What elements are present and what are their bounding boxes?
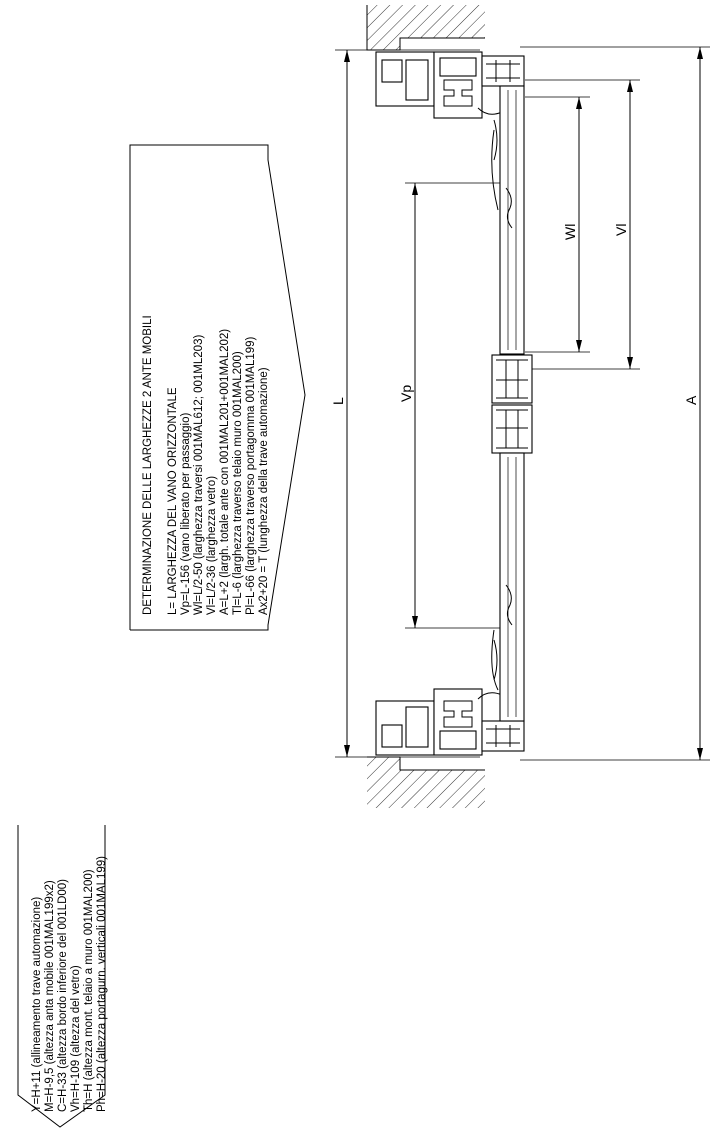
- dimension-Vl: [525, 80, 640, 369]
- width-formula-line: L= LARGHEZZA DEL VANO ORIZZONTALE: [167, 387, 179, 615]
- dimension-label-A: A: [683, 395, 699, 405]
- dimension-label-Vl: Vl: [613, 223, 629, 236]
- height-formula-line: C=H-33 (altezza bordo inferiore del 001LD00): [57, 878, 69, 1112]
- width-formula-line: Ax2+20 = T (lunghezza della trave automazione): [258, 367, 270, 615]
- sliding-leaf-bottom: [492, 453, 524, 721]
- sliding-leaf-top: [492, 86, 524, 354]
- wall-bottom: [367, 757, 485, 808]
- dimension-A: [520, 47, 710, 760]
- width-box-title: DETERMINAZIONE DELLE LARGHEZZE 2 ANTE MOBILI: [142, 315, 154, 615]
- dimension-L: [330, 50, 480, 757]
- height-formula-line: Vh=H-109 (altezza del vetro): [70, 965, 82, 1112]
- width-formula-line: Vl=L/2-36 (larghezza vetro): [206, 475, 218, 615]
- height-formula-line: Th=H (altezza mont. telaio a muro 001MAL200): [83, 869, 95, 1112]
- height-formula-line: M=H-9,5 (altezza anta mobile 001MAL199x2): [44, 880, 56, 1112]
- height-formula-line: Ph=H-20 (altezza portagurn. verticali 001MAL199): [96, 855, 108, 1112]
- height-formula-line: Y=H+11 (allineamento trave automazione): [31, 896, 43, 1112]
- dimension-Wl: [525, 97, 590, 352]
- width-formula-line: Wl=L/2-50 (larghezza traversi 001MAL612; 001ML203): [193, 334, 205, 615]
- central-meeting-profiles: [492, 355, 532, 453]
- dimension-label-L: L: [330, 397, 346, 405]
- width-formula-line: Pl=L-66 (larghezza traverso portagomma 001MAL199): [245, 336, 257, 615]
- dimension-label-Wl: Wl: [562, 223, 578, 240]
- width-formula-line: A=L+2 (largh. totale ante con 001MAL201+001MAL202): [219, 328, 231, 615]
- width-formula-box: [130, 145, 305, 630]
- height-formula-box: [18, 825, 108, 1127]
- wall-top: [367, 5, 485, 50]
- width-formula-line: Vp=L-156 (vano liberato per passaggio): [180, 412, 192, 615]
- width-formula-line: Tl=L-6 (larghezza traverso telaio muro 001MAL200): [232, 351, 244, 615]
- dimension-label-Vp: Vp: [398, 384, 414, 402]
